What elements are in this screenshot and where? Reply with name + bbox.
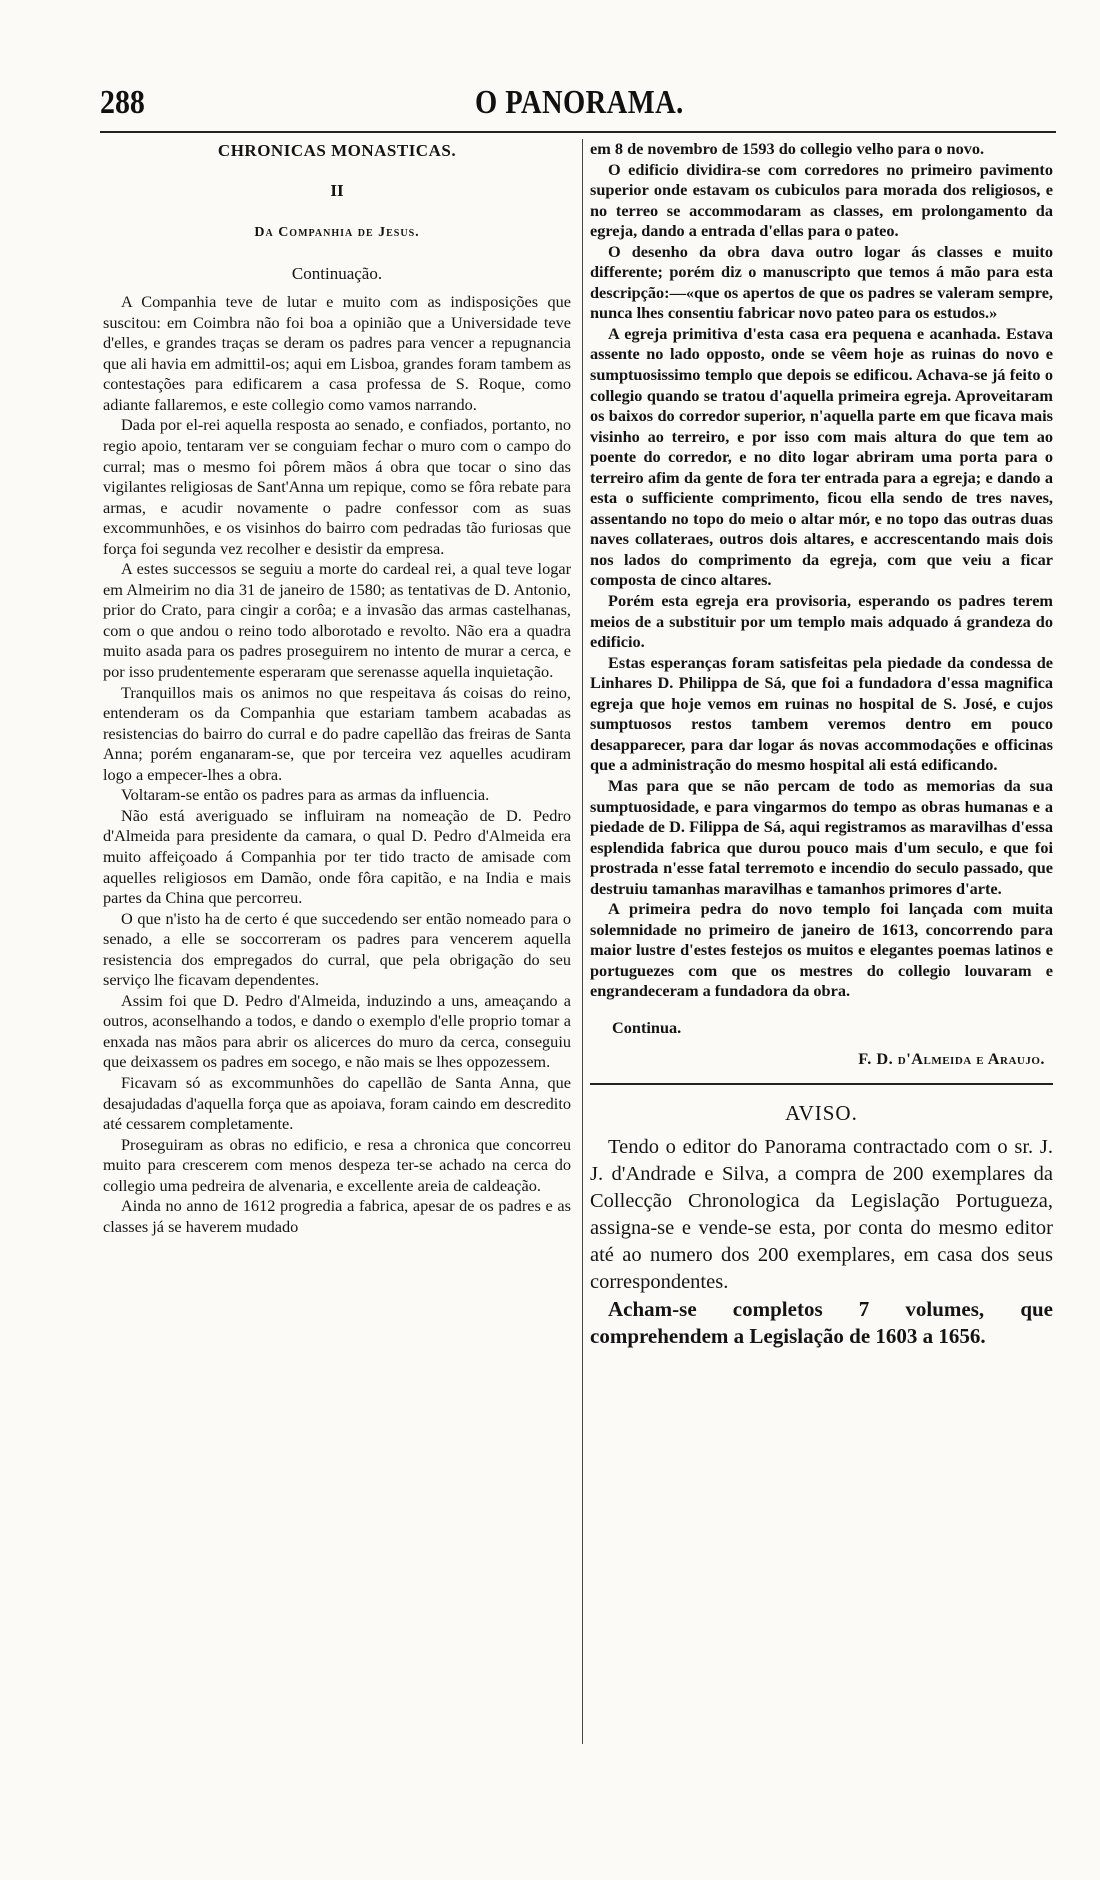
paragraph: Não está averiguado se influiram na nomeação de D. Pedro d'Almeida para presidente da camara, o qual D. Pedro d'Almeida era muito affeiçoado á Companhia por ter tido tracto de amisade com aquelles religiosos em Damão, onde fôra capitão, e na India e mais partes da China que percorreu. xyxy=(103,805,571,908)
page-number: 288 xyxy=(100,84,145,121)
continua-label: Continua. xyxy=(612,1017,682,1037)
section-title: CHRONICAS MONASTICAS. xyxy=(217,141,457,160)
paragraph: O desenho da obra dava outro logar ás classes e muito differente; porém diz o manuscripto que temos á mão para esta descripção:—«que os apertos de que os padres se valeram sempre, nunca lhes consentiu fabricar novo pateo para os estudos.» xyxy=(590,241,1053,323)
paragraph: A egreja primitiva d'esta casa era pequena e acanhada. Estava assente no lado opposto, onde se vêem hoje as ruinas do novo e sumptuosissimo templo que depois se edificou. Achava-se já feito o collegio quando se tratou d'aquella primeira egreja. Aproveitaram os baixos do corredor superior, n'aquella parte em que ficava mais visinho ao terreiro, e por isso com mais altura do que tem ao poente do corredor, e no dito logar abriram uma porta para o terreiro afim da gente de fora ter entrada para a egreja; e dando a esta o sufficiente comprimento, ficou ella sendo de tres naves, assentando no topo do meio o altar mór, e no topo das outras duas naves collateraes, outros dois altares, e accrescentando mais dois nos lados do comprimento da egreja, com que veiu a ficar composta de cinco altares. xyxy=(590,323,1053,590)
left-column xyxy=(103,139,571,1237)
notice-rule xyxy=(590,1083,1053,1085)
paragraph: A Companhia teve de lutar e muito com as indisposições que suscitou: em Coimbra não foi boa a opinião que a Universidade teve d'elles, e grandes traças se deram os padres para vencer a repugnancia que ali havia em admittil-os; aqui em Lisboa, grandes foram tambem as contestações para edificarem a casa professa de S. Roque, como adiante fallaremos, e este collegio como vamos narrando. xyxy=(103,292,571,414)
paragraph: Voltaram-se então os padres para as armas da influencia. xyxy=(121,785,490,805)
notice-paragraph: Tendo o editor do Panorama contractado com o sr. J. J. d'Andrade e Silva, a compra de 200 exemplares da Collecção Chronologica da Legislação Portugueza, assigna-se e vende-se esta, por conta do mesmo editor até ao numero dos 200 exemplares, em casa dos seus correspondentes. xyxy=(590,1135,1053,1293)
paragraph: em 8 de novembro de 1593 do collegio velho para o novo. xyxy=(590,139,985,158)
paragraph: Assim foi que D. Pedro d'Almeida, induzindo a uns, ameaçando a outros, aconselhando a todos, e dando o exemplo d'elle proprio tomar a enxada nas mãos para abrir os alicerces do muro da cerca, conseguiu que deixassem os padres em socego, e não mais se lhes oppozessem. xyxy=(103,990,571,1072)
paragraph: Porém esta egreja era provisoria, esperando os padres terem meios de a substituir por um templo mais adquado á grandeza do edificio. xyxy=(590,591,1053,652)
paragraph: Dada por el-rei aquella resposta ao senado, e confiados, portanto, no regio apoio, tentaram ver se conguiam fechar o muro com o campo do curral; mas o mesmo foi pôrem mãos á obra que tocar o sino das vigilantes religiosas de Sant'Anna um repique, como se fôra rebate para armas, e acudir novamente o padre confessor com as suas excommunhões, e os visinhos do bairro com pedradas tão furiosas que força foi segunda vez recolher e desistir da empresa. xyxy=(103,415,571,558)
paragraph: Proseguiram as obras no edificio, e resa a chronica que concorreu muito para crescerem com menos despeza ter-se achado na cerca do collegio uma pedreira de alvenaria, e excellente areia de caldeação. xyxy=(103,1134,571,1195)
paragraph: O que n'isto ha de certo é que succedendo ser então nomeado para o senado, a elle se soccorreram os padres para vencerem aquella resistencia dos empregados do curral, que pela obrigação do seu serviço lhe ficavam dependentes. xyxy=(103,908,571,990)
paragraph: Estas esperanças foram satisfeitas pela piedade da condessa de Linhares D. Philippa de Sá, que foi a fundadora d'essa magnifica egreja que hoje vemos em ruinas no hospital de S. José, e cujos sumptuosos restos tambem veremos dentro em pouco desapparecer, para dar logar ás novas accommodações e officinas que a administração do mesmo hospital ali está edificando. xyxy=(590,652,1053,775)
right-column xyxy=(590,139,1053,1350)
section-number: II xyxy=(330,180,344,200)
paragraph: O edificio dividira-se com corredores no primeiro pavimento superior onde estavam os cubiculos para morada dos religiosos, e no terreo se accommodaram as classes, em prolongamento da egreja, dando a entrada d'ellas para o pateo. xyxy=(590,159,1053,241)
journal-title: O PANORAMA. xyxy=(475,84,684,121)
paragraph: A estes successos se seguiu a morte do cardeal rei, a qual teve logar em Almeirim no dia 31 de janeiro de 1580; as tentativas de D. Antonio, prior do Crato, para cingir a corôa; e a invasão das armas castelhanas, com o que andou o reino todo alborotado e revolto. Não era a quadra muito asada para os padres proseguirem no intento de murar a cerca, e por isso prudentemente esperaram que serenasse aquella inquietação. xyxy=(103,559,571,682)
header-rule xyxy=(100,131,1056,133)
paragraph: Ainda no anno de 1612 progredia a fabrica, apesar de os padres e as classes já se haverem mudado xyxy=(103,1196,571,1236)
notice-title: AVISO. xyxy=(785,1101,858,1126)
notice-paragraph: Acham-se completos 7 volumes, que comprehendem a Legislação de 1603 a 1656. xyxy=(590,1296,1053,1348)
paragraph: Tranquillos mais os animos no que respeitava ás coisas do reino, entenderam os da Companhia que estariam tambem acabadas as resistencias do bairro do curral e do padre capellão das freiras de Santa Anna; porém enganaram-se, que por terceira vez aquelles acudiram logo a empecer-lhes a obra. xyxy=(103,682,571,784)
paragraph: Ficavam só as excommunhões do capellão de Santa Anna, que desajudadas d'aquella força que as apoiava, foram caindo em descredito até cessarem completamente. xyxy=(103,1072,571,1134)
column-divider xyxy=(582,139,583,1744)
paragraph: A primeira pedra do novo templo foi lançada com muita solemnidade no primeiro de janeiro de 1613, concorrendo para maior lustre d'estes festejos os muitos e elegantes poemas latinos e portuguezes com que os mestres do collegio louvaram e engrandeceram a fundadora da obra. xyxy=(590,899,1053,1001)
continuation-label: Continuação. xyxy=(291,263,383,283)
author-signature: F. D. d'Almeida e Araujo. xyxy=(858,1048,1045,1068)
section-subtitle: Da Companhia de Jesus. xyxy=(254,225,420,241)
page-header xyxy=(100,84,1050,128)
paragraph: Mas para que se não percam de todo as memorias da sua sumptuosidade, e para vingarmos do tempo as obras humanas e a piedade de D. Filippa de Sá, aqui registramos as maravilhas d'essa esplendida fabrica que durou pouco mais d'um seculo, e que foi prostrada n'esse fatal terremoto e incendio do seculo passado, que destruiu tamanhas maravilhas e tamanhos primores d'arte. xyxy=(590,775,1053,898)
